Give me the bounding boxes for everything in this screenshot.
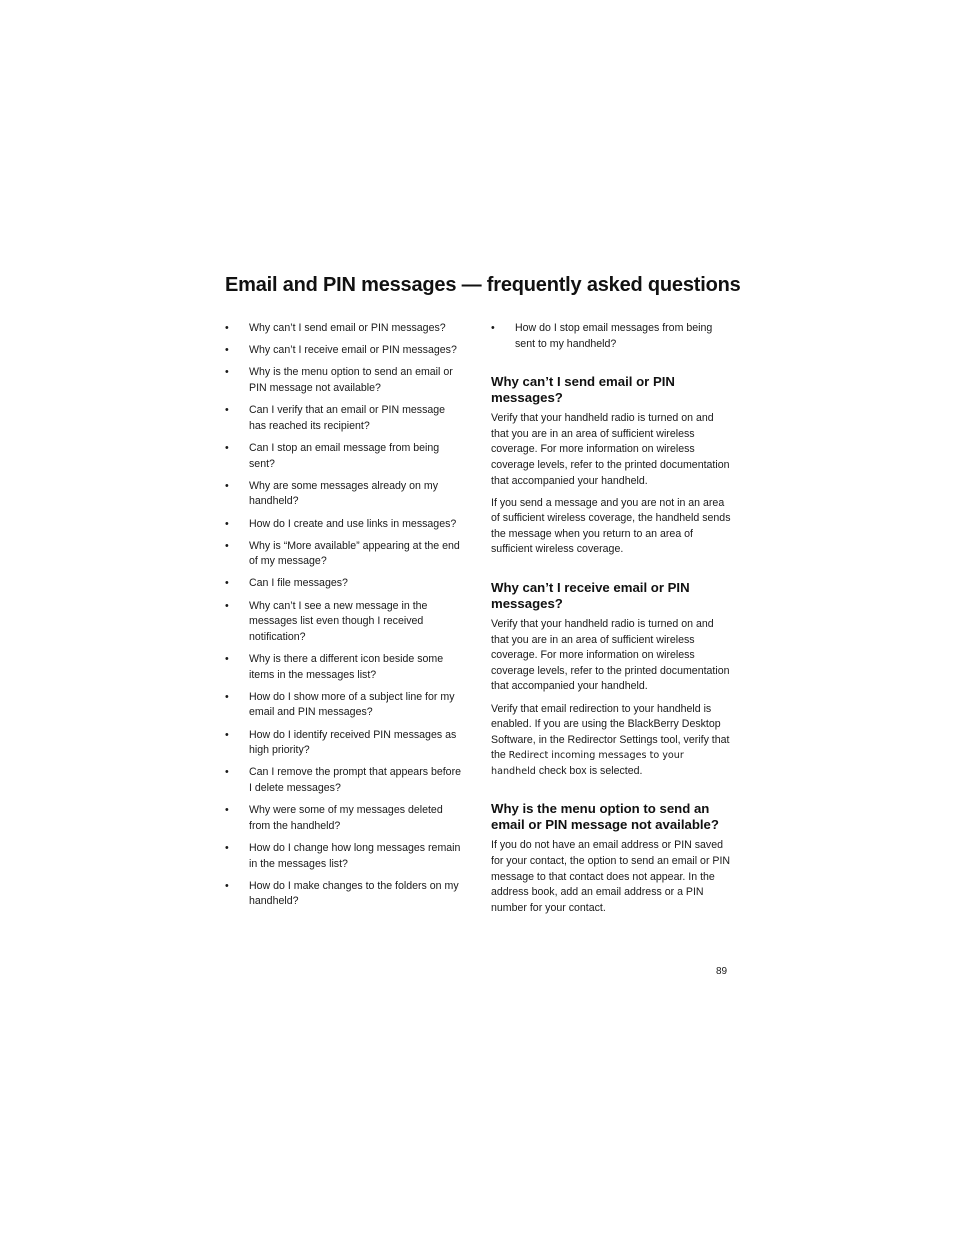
section-heading: Why is the menu option to send an email or PIN message not available? — [491, 801, 719, 832]
bullet-icon: • — [225, 441, 229, 454]
list-item — [225, 765, 465, 796]
question-text: How do I change how long messages remain in the messages list? — [249, 841, 461, 870]
bullet-icon: • — [225, 690, 229, 703]
bullet-icon: • — [225, 404, 229, 417]
list-item — [225, 879, 465, 910]
list-item — [225, 690, 465, 721]
question-text: Why are some messages already on my handheld? — [249, 479, 438, 508]
question-text: Can I remove the prompt that appears before I delete messages? — [249, 766, 461, 794]
question-text: Why is the menu option to send an email or PIN message not available? — [249, 366, 453, 394]
question-text: Why is there a different icon beside some items in the messages list? — [249, 653, 444, 681]
bullet-icon: • — [225, 879, 229, 892]
section-heading: Why can’t I receive email or PIN messages? — [491, 580, 690, 611]
question-text: How do I create and use links in messages? — [249, 517, 457, 530]
bullet-icon: • — [225, 653, 229, 666]
list-item — [225, 441, 465, 472]
list-item — [225, 343, 465, 359]
list-item — [225, 599, 465, 646]
list-item — [225, 841, 465, 872]
list-item — [225, 803, 465, 834]
section-paragraph: If you send a message and you are not in an area of sufficient wireless coverage, the handheld sends the message when you return to an area of sufficient wireless coverage. — [491, 496, 731, 556]
bullet-icon: • — [225, 728, 229, 741]
section-cannot-receive — [491, 580, 731, 779]
bullet-icon: • — [225, 599, 229, 612]
question-text: How do I stop email messages from being sent to my handheld? — [515, 322, 713, 350]
bullet-icon: • — [225, 539, 229, 552]
ui-option-label: Redirect incoming messages to your handheld — [491, 750, 684, 777]
list-item — [491, 321, 731, 352]
list-item — [225, 403, 465, 434]
question-list-continued — [491, 321, 731, 352]
question-text: How do I make changes to the folders on my handheld? — [249, 879, 459, 908]
question-text: Can I verify that an email or PIN message has reached its recipient? — [249, 404, 446, 432]
bullet-icon: • — [225, 479, 229, 492]
section-paragraph: Verify that your handheld radio is turned on and that you are in an area of sufficient wireless coverage. For more information on wireless coverage levels, refer to the printed documentation that accompanied your handheld. — [491, 618, 730, 693]
list-item — [225, 479, 465, 510]
section-paragraph: Verify that your handheld radio is turned on and that you are in an area of sufficient wireless coverage. For more information on wireless coverage levels, refer to the printed documentation that accompanied your handheld. — [491, 412, 730, 487]
question-text: Why can’t I see a new message in the messages list even though I received notification? — [249, 599, 428, 643]
bullet-icon: • — [225, 322, 229, 334]
section-heading: Why can’t I send email or PIN messages? — [491, 374, 675, 405]
bullet-icon: • — [225, 577, 229, 590]
question-text: Why can’t I receive email or PIN messages? — [249, 344, 457, 357]
question-text: Can I file messages? — [249, 577, 348, 590]
question-text: Can I stop an email message from being sent? — [249, 441, 440, 470]
bullet-icon: • — [225, 766, 229, 779]
bullet-icon: • — [225, 344, 229, 357]
list-item — [225, 517, 465, 533]
bullet-icon: • — [225, 804, 229, 817]
question-text: Why can’t I send email or PIN messages? — [249, 322, 446, 334]
list-item — [225, 728, 465, 759]
question-text: How do I show more of a subject line for my email and PIN messages? — [249, 690, 455, 719]
bullet-icon: • — [225, 517, 229, 530]
question-list — [225, 321, 465, 910]
left-column — [225, 321, 465, 917]
right-column — [491, 321, 731, 938]
list-item — [225, 365, 465, 396]
list-item — [225, 539, 465, 570]
bullet-icon: • — [491, 322, 495, 334]
paragraph-text: check box is selected. — [535, 764, 643, 777]
page-title: Email and PIN messages — frequently asked questions — [225, 274, 741, 296]
section-cannot-send — [491, 374, 731, 558]
section-paragraph — [491, 702, 731, 780]
bullet-icon: • — [225, 841, 229, 854]
list-item — [225, 576, 465, 592]
list-item — [225, 321, 465, 337]
paragraph-text: Verify that email redirection to your handheld is enabled. If you are using the BlackBerry Desktop Software, in the Redirector Settings tool, verify that the — [491, 702, 730, 762]
section-menu-option — [491, 801, 731, 916]
question-text: How do I identify received PIN messages as high priority? — [249, 728, 457, 757]
section-paragraph: If you do not have an email address or PIN saved for your contact, the option to send an email or PIN message to that contact does not appear. In the address book, add an email address or a PIN number for your contact. — [491, 839, 731, 914]
question-text: Why is “More available” appearing at the end of my message? — [249, 539, 460, 568]
page-number: 89 — [716, 966, 728, 977]
bullet-icon: • — [225, 366, 229, 379]
list-item — [225, 652, 465, 683]
question-text: Why were some of my messages deleted from the handheld? — [249, 804, 443, 832]
